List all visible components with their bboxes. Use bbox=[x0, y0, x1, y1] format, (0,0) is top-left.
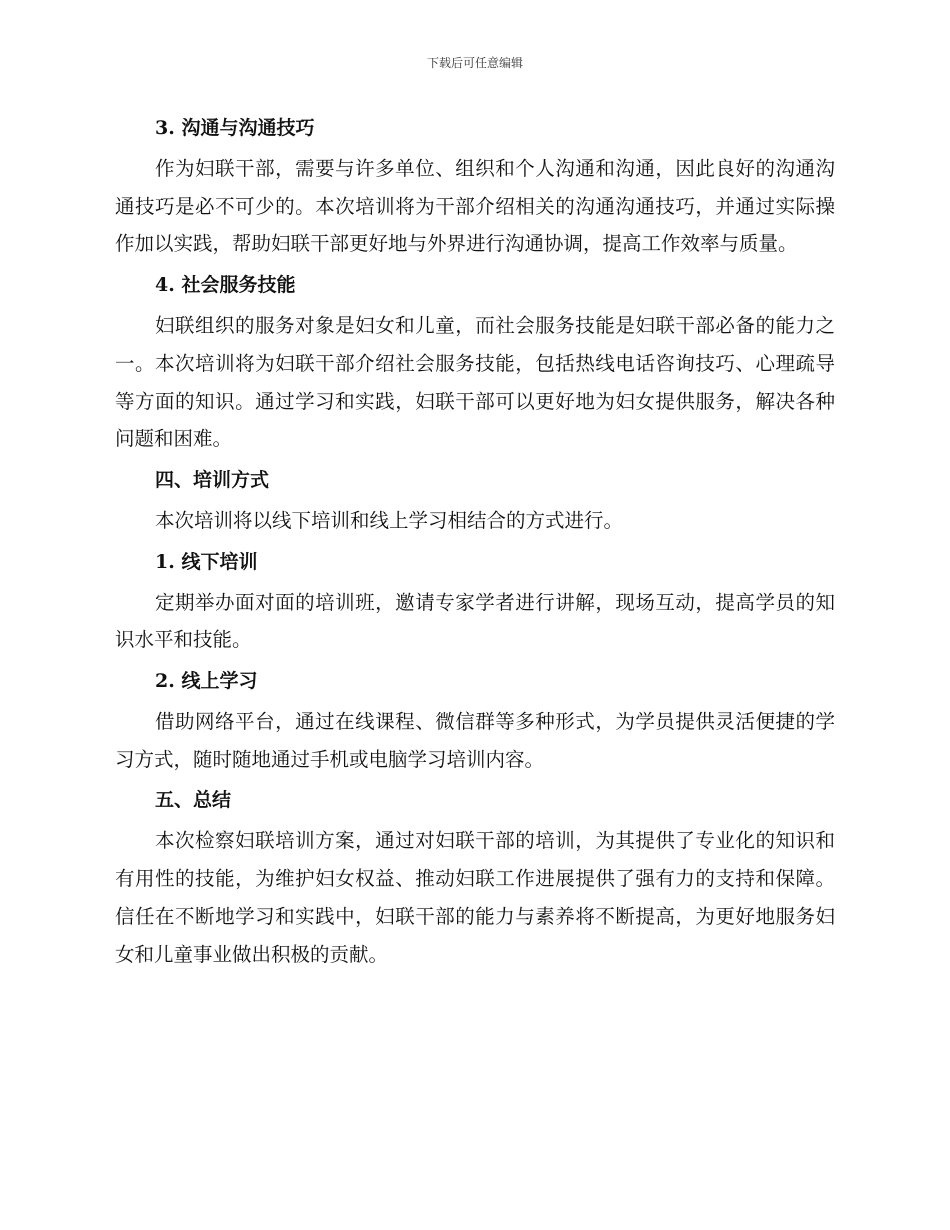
section-paragraph: 本次检察妇联培训方案，通过对妇联干部的培训，为其提供了专业化的知识和有用性的技能，为维护妇女权益、推动妇联工作进展提供了强有力的支持和保障。信任在不断地学习和实践中，妇联干部的能力与素养将不断提高，为更好地服务妇女和儿童事业做出积极的贡献。 bbox=[115, 829, 835, 966]
section-paragraph: 妇联组织的服务对象是妇女和儿童，而社会服务技能是妇联干部必备的能力之一。本次培训将为妇联干部介绍社会服务技能，包括热线电话咨询技巧、心理疏导等方面的知识。通过学习和实践，妇联干部可以更好地为妇女提供服务，解决各种问题和困难。 bbox=[115, 314, 835, 451]
section-heading: 五、总结 bbox=[155, 789, 232, 812]
page-header: 下载后可任意编辑 bbox=[426, 56, 523, 70]
section-heading: 3. 沟通与沟通技巧 bbox=[155, 117, 315, 139]
section-paragraph: 借助网络平台，通过在线课程、微信群等多种形式，为学员提供灵活便捷的学习方式，随时随地通过手机或电脑学习培训内容。 bbox=[115, 710, 835, 771]
section-heading: 四、培训方式 bbox=[155, 468, 270, 491]
section-heading: 4. 社会服务技能 bbox=[155, 274, 296, 297]
document-body bbox=[115, 110, 835, 977]
section-paragraph: 定期举办面对面的培训班，邀请专家学者进行讲解，现场互动，提高学员的知识水平和技能。 bbox=[115, 590, 835, 652]
section-paragraph: 作为妇联干部，需要与许多单位、组织和个人沟通和沟通，因此良好的沟通沟通技巧是必不可少的。本次培训将为干部介绍相关的沟通沟通技巧，并通过实际操作加以实践，帮助妇联干部更好地与外界进行沟通协调，提高工作效率与质量。 bbox=[115, 157, 835, 256]
section-paragraph: 本次培训将以线下培训和线上学习相结合的方式进行。 bbox=[155, 508, 624, 532]
section-heading: 2. 线上学习 bbox=[155, 670, 258, 693]
section-heading: 1. 线下培训 bbox=[155, 550, 258, 573]
